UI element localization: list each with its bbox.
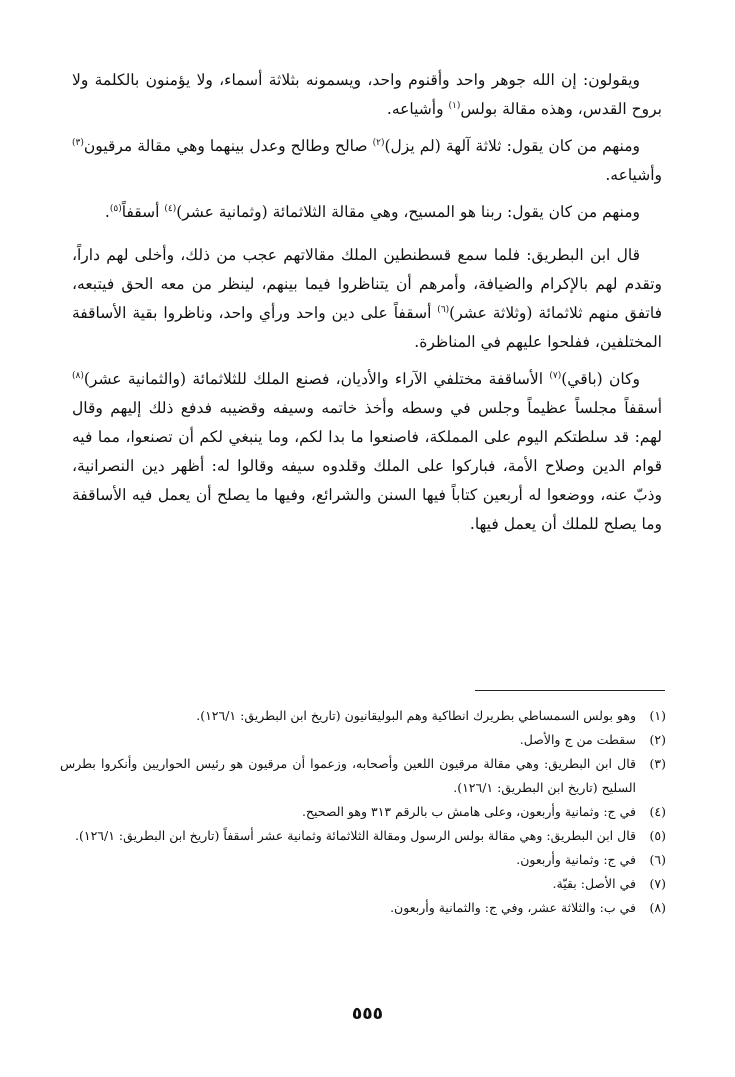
paragraph-text: الأساقفة مختلفي الآراء والأديان، فصنع الملك للثلاثمائة (والثمانية عشر) (83, 370, 550, 388)
footnote-number: (٨) (649, 900, 666, 915)
footnotes (60, 704, 666, 920)
paragraph-text: وكان (باقي) (561, 370, 640, 388)
footnote-number: (٣) (649, 756, 666, 771)
footnote-marker: (٦) (437, 304, 450, 315)
paragraph-text: أسقفاً على دين واحد ورأي واحد، وناظروا بقية الأساقفة المختلفين، ففلحوا عليهم في المناظرة. (72, 304, 662, 351)
footnote-marker: (١) (448, 100, 461, 111)
footnote-marker: (٨) (72, 370, 84, 381)
footnote-number: (٥) (649, 828, 666, 843)
paragraph-text: صالح وطالح وعدل بينهما وهي مقالة مرقيون (83, 137, 373, 155)
footnote-6 (60, 848, 666, 872)
paragraph-1 (72, 66, 662, 124)
footnote-1 (60, 704, 666, 728)
page-number: ٥٥٥ (351, 1004, 384, 1024)
paragraph-text: ومنهم من كان يقول: ربنا هو المسيح، وهي مقالة الثلاثمائة (وثمانية عشر) (176, 203, 640, 221)
footnote-5 (60, 824, 666, 848)
footnote-text: قال ابن البطريق: وهي مقالة بولس الرسول ومقالة الثلاثمائة وثمانية عشر أسقفاً (تاريخ ابن البطريق: ١٢٦/١). (75, 828, 636, 843)
footnote-text: في ب: والثلاثة عشر، وفي ج: والثمانية وأربعون. (390, 900, 636, 915)
footnote-text: في ج: وثمانية وأربعون، وعلى هامش ب بالرقم ٣١٣ وهو الصحيح. (301, 804, 636, 819)
footnote-text: في ج: وثمانية وأربعون. (516, 852, 636, 867)
footnote-number: (٧) (649, 876, 666, 891)
paragraph-text: قال ابن البطريق: فلما سمع قسطنطين الملك مقالاتهم عجب من ذلك، وأخلى لهم داراً، وتقدم لهم بالإكرام والضيافة، وأمرهم أن يتناظروا فيما بينهم، لينظر من معه الحق فيتبعه، فاتفق منهم ثلاثمائة (وثلاثة عشر) (72, 246, 662, 322)
footnote-text: وهو بولس السمساطي بطريرك انطاكية وهم البوليقانيون (تاريخ ابن البطريق: ١٢٦/١). (196, 708, 636, 723)
footnote-2 (60, 728, 666, 752)
footnote-text: سقطت من ج والأصل. (519, 732, 636, 747)
paragraph-text: وأشياعه. (605, 166, 662, 184)
footnote-3 (60, 752, 666, 800)
paragraph-text: ويقولون: إن الله جوهر واحد وأقنوم واحد، ويسمونه بثلاثة أسماء، ولا يؤمنون بالكلمة ولا بروح القدس، وهذه مقالة بولس (72, 71, 662, 118)
footnote-marker: (٣) (72, 137, 84, 148)
paragraph-4 (72, 241, 662, 357)
footnote-number: (١) (649, 708, 666, 723)
footnote-separator (475, 690, 665, 691)
footnote-marker: (٧) (549, 370, 562, 381)
footnote-number: (٢) (649, 732, 666, 747)
footnote-text: قال ابن البطريق: وهي مقالة مرقيون اللعين وأصحابه، وزعموا أن مرقيون هو رئيس الحواريين وأنكروا بطرس السليح (تاريخ ابن البطريق: ١٢٦/١). (60, 756, 636, 795)
footnote-4 (60, 800, 666, 824)
paragraph-text: أسقفاً مجلساً عظيماً وجلس في وسطه وأخذ خاتمه وسيفه وقضيبه فدفع ذلك إليهم وقال لهم: قد سلطتكم اليوم على المملكة، فاصنعوا ما بدا لكم، وما ينبغي لكم أن تصنعوا، مما فيه قوام الدين وصلاح الأمة، فباركوا على الملك وقلدوه سيفه وقالوا له: أظهر دين النصرانية، وذبّ عنه، ووضعوا له أربعين كتاباً فيها السنن والشرائع، وفيها ما يصلح أن يعمل فيه الأساقفة وما يصلح للملك أن يعمل فيها. (72, 399, 662, 533)
paragraph-5 (72, 365, 662, 539)
footnote-marker: (٢) (372, 137, 385, 148)
footnote-number: (٤) (649, 804, 666, 819)
footnote-marker: (٤) (164, 203, 177, 214)
paragraph-text: . (104, 203, 110, 221)
paragraph-2 (72, 132, 662, 190)
paragraph-3 (72, 198, 662, 227)
footnote-marker: (٥) (109, 203, 122, 214)
footnote-number: (٦) (649, 852, 666, 867)
footnote-text: في الأصل: بقيّة. (552, 876, 636, 891)
main-text (72, 66, 662, 547)
paragraph-text: ومنهم من كان يقول: ثلاثة آلهة (لم يزل) (384, 137, 641, 155)
footnote-8 (60, 896, 666, 920)
paragraph-text: وأشياعه. (386, 100, 449, 118)
footnote-7 (60, 872, 666, 896)
paragraph-text: أسقفاً (121, 203, 165, 221)
